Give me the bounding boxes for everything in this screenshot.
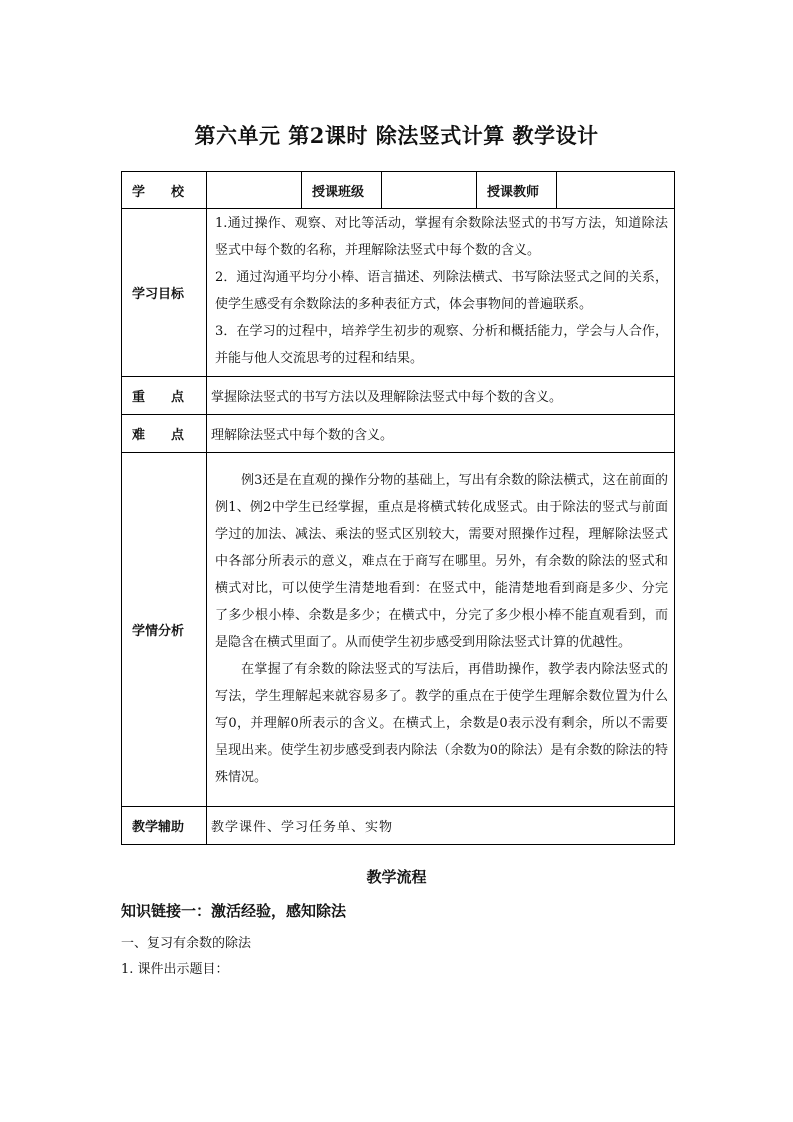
- goal-item: 1.通过操作、观察、对比等活动，掌握有余数除法竖式的书写方法，知道除法竖式中每个数的名称，并理解除法竖式中每个数的含义。: [215, 216, 668, 258]
- goals-row: [122, 209, 675, 377]
- key-point-row: [122, 377, 675, 415]
- section-heading-2: 一、复习有余数的除法: [121, 936, 252, 951]
- analysis-paragraph: 在掌握了有余数的除法竖式的写法后，再借助操作，教学表内除法竖式的写法，学生理解起来就容易多了。教学的重点在于使学生理解余数位置为什么写0，并理解0所表示的含义。在横式上，余数是0表示没有剩余，所以不需要呈现出来。使学生初步感受到表内除法（余数为0的除法）是有余数的除法的特殊情况。: [215, 662, 668, 785]
- teacher-value: [557, 172, 675, 209]
- class-value: [382, 172, 477, 209]
- section-heading-1: 知识链接一：激活经验，感知除法: [121, 902, 347, 920]
- class-label: 授课班级: [302, 172, 382, 209]
- section-item-1: 1. 课件出示题目：: [121, 962, 229, 977]
- analysis-row: [122, 453, 675, 807]
- school-label: 学 校: [122, 172, 207, 209]
- header-row: [122, 172, 675, 209]
- teacher-label: 授课教师: [477, 172, 557, 209]
- key-point-label: 重 点: [122, 377, 207, 415]
- difficulty-row: [122, 415, 675, 453]
- key-point-text: 掌握除法竖式的书写方法以及理解除法竖式中每个数的含义。: [207, 377, 675, 415]
- aids-label: 教学辅助: [122, 807, 207, 845]
- analysis-paragraph: 例3还是在直观的操作分物的基础上，写出有余数的除法横式，这在前面的例1、例2中学生已经掌握，重点是将横式转化成竖式。由于除法的竖式与前面学过的加法、减法、乘法的竖式区别较大，需要对照操作过程，理解除法竖式中各部分所表示的意义，难点在于商写在哪里。另外，有余数的除法的竖式和横式对比，可以使学生清楚地看到：在竖式中，能清楚地看到商是多少、分完了多少根小棒、余数是多少；在横式中，分完了多少根小棒不能直观看到，而是隐含在横式里面了。从而使学生初步感受到用除法竖式计算的优越性。: [215, 473, 668, 650]
- aids-row: [122, 807, 675, 845]
- difficulty-label: 难 点: [122, 415, 207, 453]
- goals-content: [207, 209, 675, 377]
- goals-label: 学习目标: [122, 209, 207, 377]
- goal-item: 2．通过沟通平均分小棒、语言描述、列除法横式、书写除法竖式之间的关系，使学生感受有余数除法的多种表征方式，体会事物间的普遍联系。: [215, 270, 668, 312]
- aids-text: 教学课件、学习任务单、实物: [207, 807, 675, 845]
- analysis-content: [207, 453, 675, 807]
- school-value: [207, 172, 302, 209]
- document-title: 第六单元 第2课时 除法竖式计算 教学设计: [194, 123, 599, 148]
- difficulty-text: 理解除法竖式中每个数的含义。: [207, 415, 675, 453]
- flow-title: 教学流程: [366, 868, 427, 886]
- lesson-plan-table: [121, 171, 675, 845]
- analysis-label: 学情分析: [122, 453, 207, 807]
- goal-item: 3．在学习的过程中，培养学生初步的观察、分析和概括能力，学会与人合作，并能与他人交流思考的过程和结果。: [215, 324, 668, 366]
